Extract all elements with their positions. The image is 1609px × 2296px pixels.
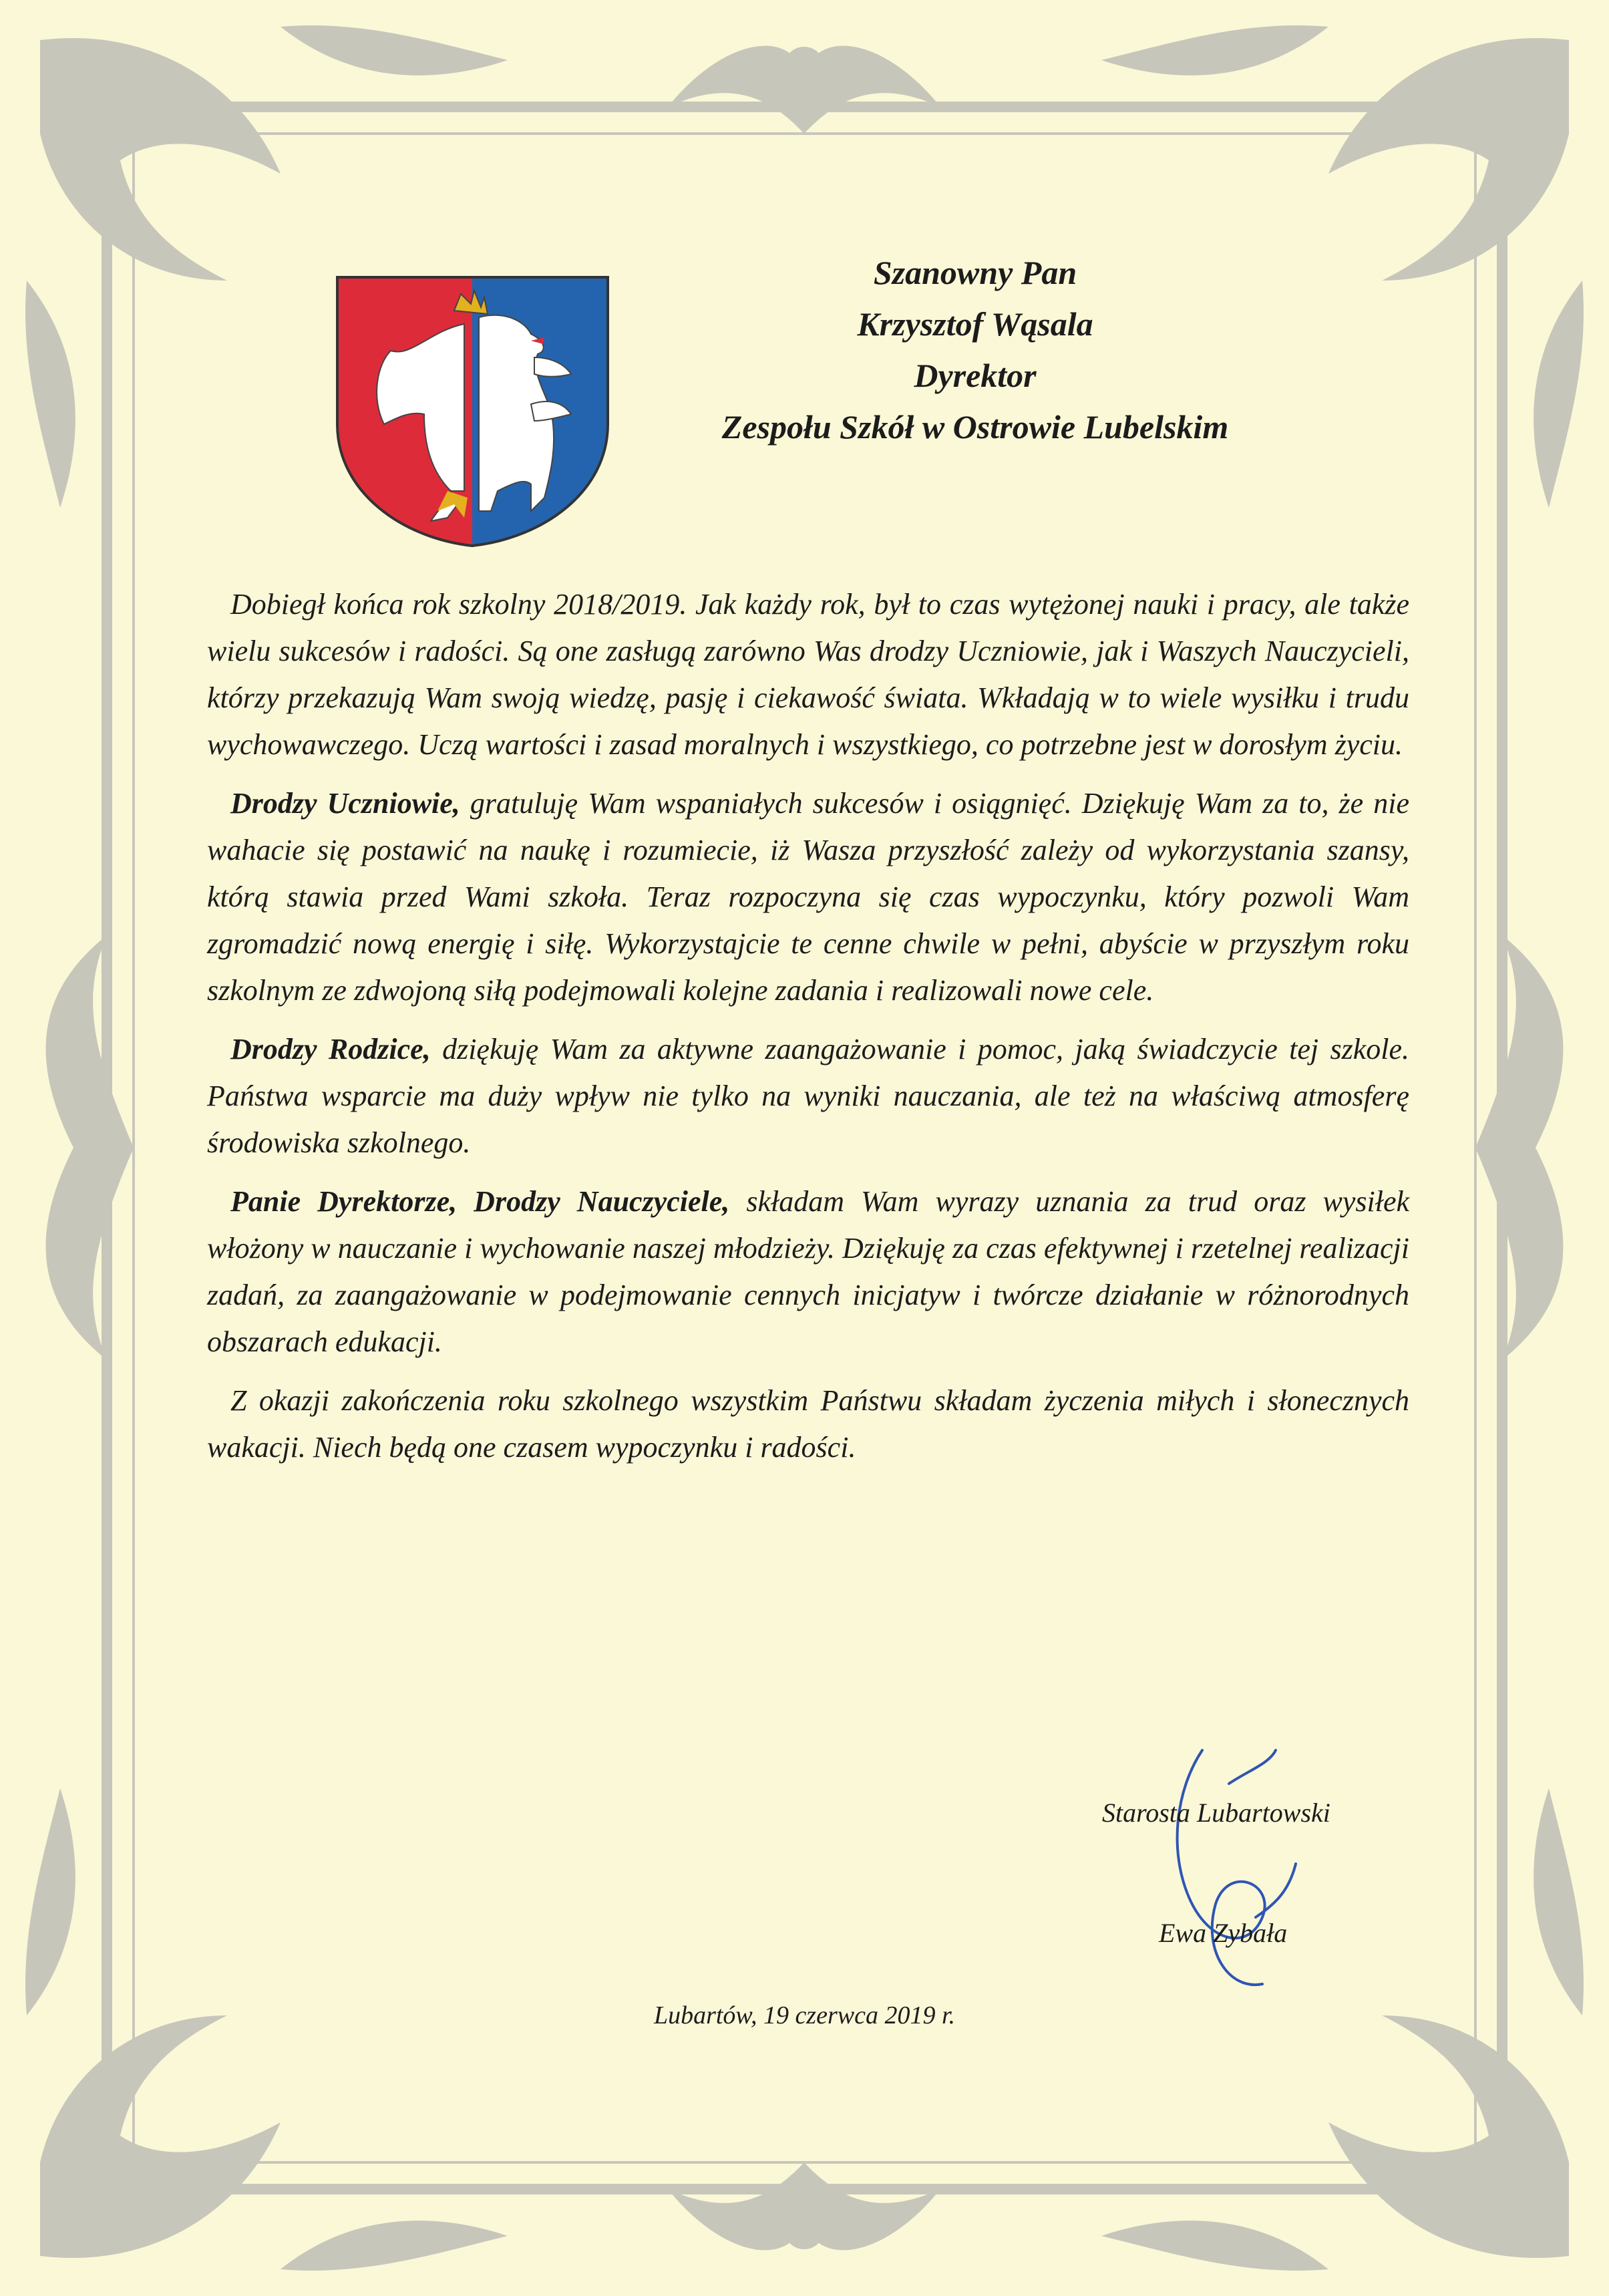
top-center-ornament	[668, 46, 940, 134]
signatory-name: Ewa Zybała	[1159, 1918, 1288, 1948]
addressee-block	[641, 247, 1309, 453]
paragraph-4	[207, 1178, 1409, 1365]
addressee-position: Dyrektor	[914, 357, 1037, 394]
date-line: Lubartów, 19 czerwca 2019 r.	[653, 2001, 956, 2029]
signatory-title: Starosta Lubartowski	[1102, 1798, 1330, 1828]
paragraph-2-lead: Drodzy Uczniowie,	[230, 787, 460, 820]
paragraph-5: Z okazji zakończenia roku szkolnego wszystkim Państwu składam życzenia miłych i słonecznych wakacji. Niech będą one czasem wypoczynku i radości.	[207, 1384, 1409, 1464]
addressee-name: Krzysztof Wąsala	[857, 305, 1093, 343]
paragraph-1: Dobiegł końca rok szkolny 2018/2019. Jak każdy rok, był to czas wytężonej nauki i pracy, ale także wielu sukcesów i radości. Są one zasługą zarówno Was drodzy Uczniowie, jak i Waszych Nauczycieli, którzy przekazują Wam swoją wiedzę, pasję i ciekawość świata. Wkładają w to wiele wysiłku i trudu wychowawczego. Uczą wartości i zasad moralnych i wszystkiego, co potrzebne jest w dorosłym życiu.	[207, 588, 1409, 761]
paragraph-3-text: dziękuję Wam za aktywne zaangażowanie i pomoc, jaką świadczycie tej szkole. Państwa wsparcie ma duży wpływ nie tylko na wyniki nauczania, ale też na właściwą atmosferę środowiska szkolnego.	[207, 1033, 1409, 1159]
paragraph-3	[207, 1026, 1409, 1166]
addressee-salutation: Szanowny Pan	[873, 254, 1077, 291]
left-center-ornament	[46, 935, 134, 1360]
handwritten-signature-icon	[1095, 1730, 1336, 1997]
letter-body	[207, 581, 1409, 1483]
paragraph-2-text: gratuluję Wam wspaniałych sukcesów i osiągnięć. Dziękuję Wam za to, że nie wahacie się postawić na naukę i rozumiecie, iż Wasza przyszłość zależy od wykorzystania szansy, którą stawia przed Wami szkoła. Teraz rozpoczyna się czas wypoczynku, który pozwoli Wam zgromadzić nową energię i siłę. Wykorzystajcie te cenne chwile w pełni, abyście w przyszłym roku szkolnym ze zdwojoną siłą podejmowali kolejne zadania i realizowali nowe cele.	[207, 787, 1409, 1007]
paragraph-3-lead: Drodzy Rodzice,	[230, 1033, 431, 1065]
addressee-institution: Zespołu Szkół w Ostrowie Lubelskim	[721, 408, 1229, 446]
paragraph-4-text: składam Wam wyrazy uznania za trud oraz wysiłek włożony w nauczanie i wychowanie naszej młodzieży. Dziękuję za czas efektywnej i rzetelnej realizacji zadań, za zaangażowanie w podejmowanie cennych inicjatyw i twórcze działanie w różnorodnych obszarach edukacji.	[207, 1185, 1410, 1358]
right-center-ornament	[1475, 935, 1563, 1360]
bottom-center-ornament	[668, 2162, 940, 2250]
paragraph-4-lead: Panie Dyrektorze, Drodzy Nauczyciele,	[230, 1185, 730, 1218]
paragraph-2	[207, 780, 1409, 1014]
coat-of-arms-icon	[331, 271, 614, 551]
